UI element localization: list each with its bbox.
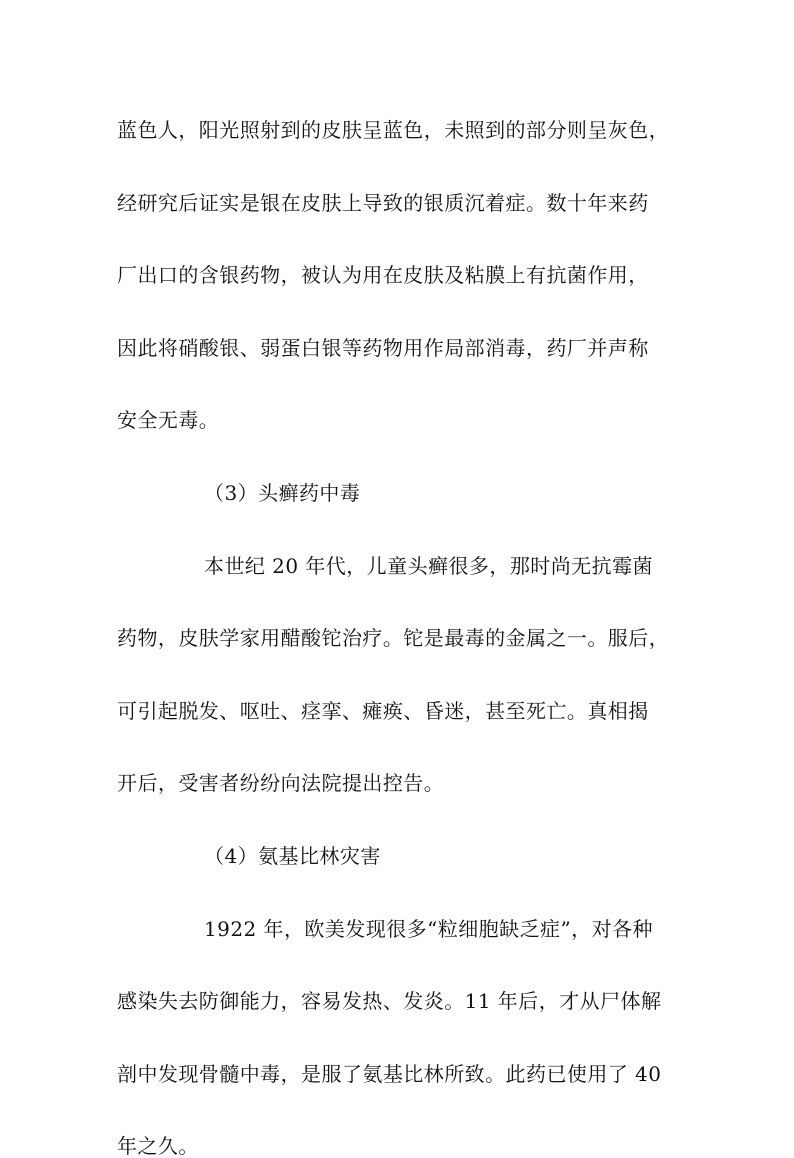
paragraph-line: 厂出口的含银药物，被认为用在皮肤及粘膜上有抗菌作用，	[117, 263, 649, 287]
paragraph-line: 因此将硝酸银、弱蛋白银等药物用作局部消毒，药厂并声称	[117, 336, 649, 360]
section-heading: （3）头癣药中毒	[204, 481, 361, 505]
paragraph-line: 经研究后证实是银在皮肤上导致的银质沉着症。数十年来药	[117, 191, 649, 215]
paragraph-line: 药物，皮肤学家用醋酸铊治疗。铊是最毒的金属之一。服后，	[117, 626, 670, 650]
section-heading: （4）氨基比林灾害	[204, 844, 381, 868]
paragraph-line: 感染失去防御能力，容易发热、发炎。11 年后，才从尸体解	[117, 989, 662, 1013]
paragraph-line: 开后，受害者纷纷向法院提出控告。	[117, 771, 445, 795]
paragraph-line: 1922 年，欧美发现很多“粒细胞缺乏症”，对各种	[204, 917, 653, 941]
paragraph-line: 安全无毒。	[117, 408, 220, 432]
paragraph-line: 年之久。	[117, 1134, 199, 1158]
paragraph-line: 剖中发现骨髓中毒，是服了氨基比林所致。此药已使用了 40	[117, 1062, 662, 1086]
paragraph-line: 蓝色人，阳光照射到的皮肤呈蓝色，未照到的部分则呈灰色，	[117, 118, 670, 142]
paragraph-line: 可引起脱发、呕吐、痉挛、瘫痪、昏迷，甚至死亡。真相揭	[117, 699, 649, 723]
paragraph-line: 本世纪 20 年代，儿童头癣很多，那时尚无抗霉菌	[204, 554, 653, 578]
